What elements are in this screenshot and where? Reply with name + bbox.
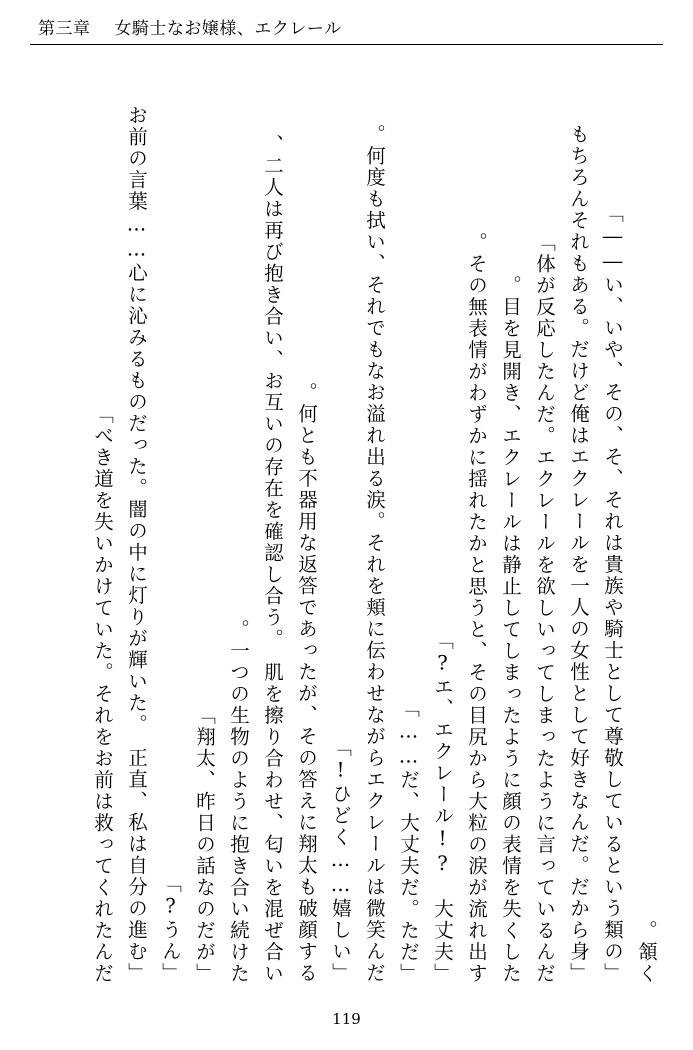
text-column: その無表情がわずかに揺れたかと思うと、その目尻から大粒の涙が流れ出す。 (465, 231, 488, 984)
text-column: 目を見開き、エクレールは静止してしまったように顔の表情を失くした。 (499, 274, 522, 984)
chapter-number: 第三章 (38, 19, 91, 39)
vertical-text-block (85, 54, 663, 984)
text-column: 何度も拭い、それでもなお溢れ出る涙。それを頬に伝わせながらエクレールは微笑んだ。 (363, 124, 386, 984)
text-column: 「だ、大丈夫だ。ただ……」 (397, 697, 420, 984)
page-number: 119 (332, 1010, 361, 1028)
text-column: 「うん?」 (159, 873, 182, 984)
text-column: 二人は再び抱き合い、お互いの存在を確認し合う。 肌を擦り合わせ、匂いを混ぜ合い、 (261, 133, 284, 984)
text-column: 「エ、エクレール!? 大丈夫?」 (431, 629, 454, 984)
text-column: 一つの生物のように抱き合い続けた。 (227, 618, 250, 984)
text-column: 「ひどく……嬉しい!」 (329, 737, 352, 984)
text-column: べき道を失いかけていた。それをお前は救ってくれたんだ」 (91, 403, 114, 984)
chapter-title: 女騎士なお嬢様、エクレール (114, 19, 342, 39)
text-column: 「い、いや、その、そ、それは貴族や騎士として尊敬しているという類の――」 (601, 203, 624, 984)
text-column: 「翔太、昨日の話なのだが」 (193, 704, 216, 984)
text-column: 頷く。 (635, 919, 658, 984)
page-body (30, 54, 663, 984)
text-column: 「もちろんそれもある。だけど俺はエクレールを一人の女性として好きなんだ。だから身 (567, 124, 590, 984)
text-column: 「お前の言葉……心に沁みるものだった。闇の中に灯りが輝いた。 正直、私は自分の進む (125, 105, 148, 984)
page-header (38, 14, 655, 44)
text-column: 何とも不器用な返答であったが、その答えに翔太も破顔する。 (295, 382, 318, 984)
text-column: 体が反応したんだ。エクレールを欲しいってしまったように言っているんだ」 (533, 231, 556, 984)
header-divider (30, 44, 663, 45)
footer-mark (0, 1035, 693, 1046)
